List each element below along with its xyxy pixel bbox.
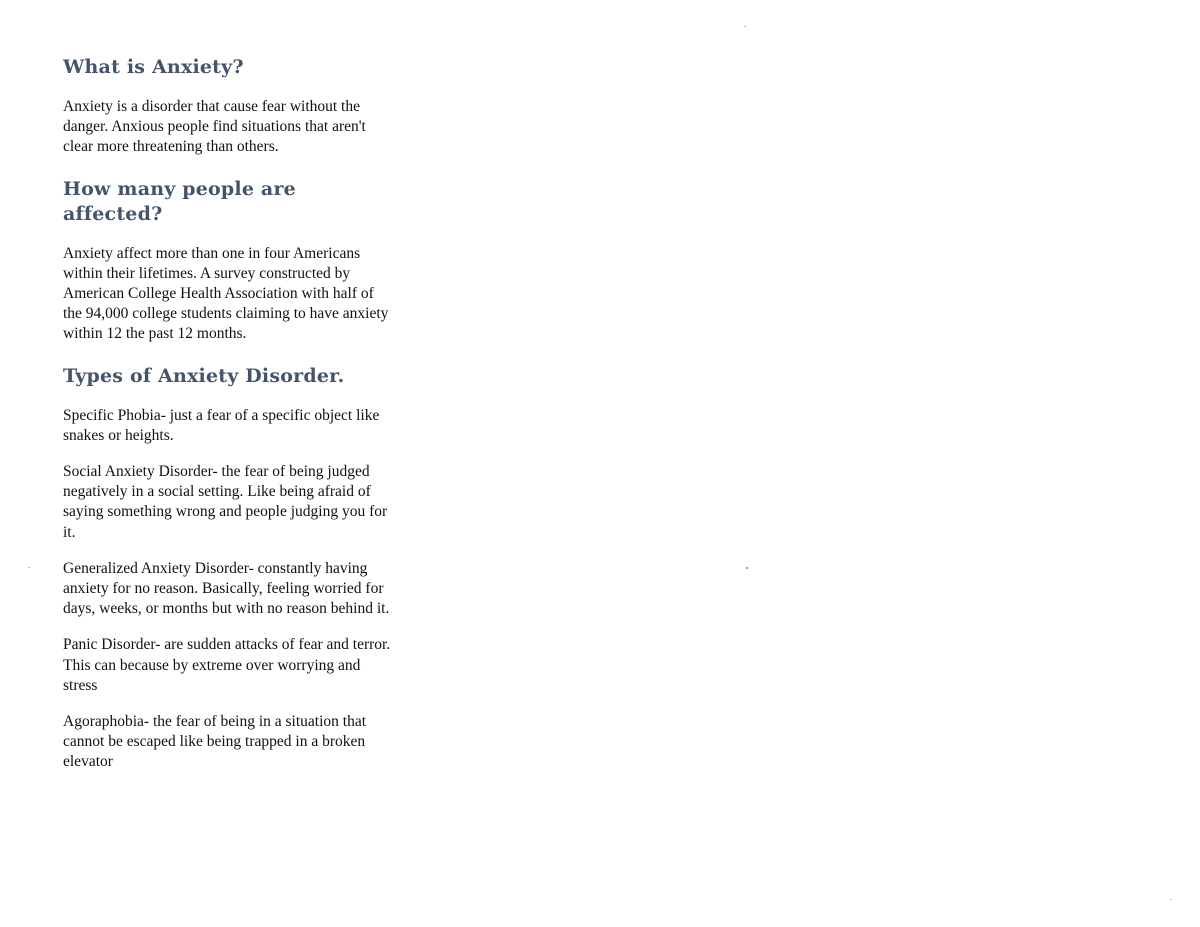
document-column bbox=[63, 55, 393, 773]
paragraph-specific-phobia: Specific Phobia- just a fear of a specific object like snakes or heights. bbox=[63, 406, 380, 444]
paragraph-social-anxiety: Social Anxiety Disorder- the fear of being judged negatively in a social setting. Like being afraid of saying something wrong and people judging you for it. bbox=[63, 463, 388, 541]
scan-speck bbox=[1170, 899, 1172, 900]
paragraph-agoraphobia: Agoraphobia- the fear of being in a situation that cannot be escaped like being trapped in a broken elevator bbox=[63, 713, 367, 771]
paragraph-generalized-anxiety: Generalized Anxiety Disorder- constantly having anxiety for no reason. Basically, feeling worried for days, weeks, or months but with no reason behind it. bbox=[63, 559, 390, 618]
scan-speck bbox=[28, 567, 30, 568]
paragraph-panic-disorder: Panic Disorder- are sudden attacks of fear and terror. This can because by extreme over worrying and stress bbox=[63, 636, 391, 694]
paragraph-definition: Anxiety is a disorder that cause fear without the danger. Anxious people find situations that aren't clear more threatening than others. bbox=[63, 98, 366, 156]
scan-speck bbox=[746, 567, 748, 569]
scan-speck bbox=[744, 26, 746, 27]
heading-types-of-anxiety: Types of Anxiety Disorder. bbox=[63, 364, 345, 387]
paragraph-statistics: Anxiety affect more than one in four Americans within their lifetimes. A survey constructed by American College Health Association with half of the 94,000 college students claiming to have anxiety within 12 the past 12 months. bbox=[63, 244, 389, 343]
heading-what-is-anxiety: What is Anxiety? bbox=[63, 56, 244, 78]
heading-how-many-affected: How many people are affected? bbox=[63, 177, 296, 225]
